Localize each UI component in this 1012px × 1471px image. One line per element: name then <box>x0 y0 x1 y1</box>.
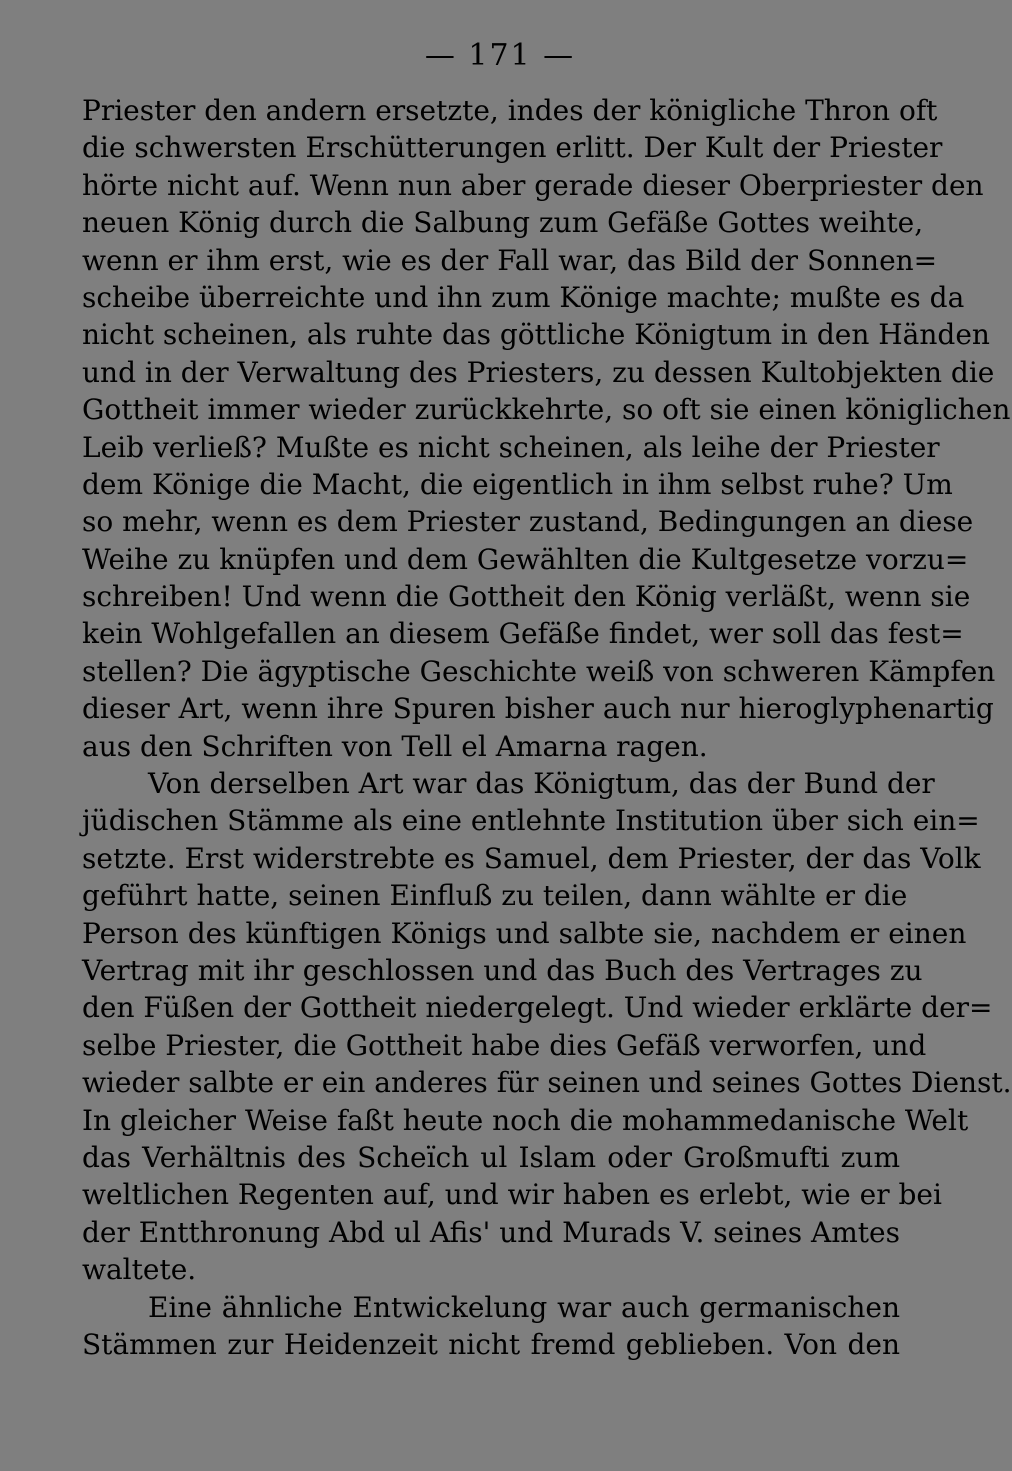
text-line: der Entthronung Abd ul Afis' und Murads V. seines Amtes <box>82 1215 900 1249</box>
text-line: setzte. Erst widerstrebte es Samuel, dem Priester, der das Volk <box>82 841 981 875</box>
text-line: selbe Priester, die Gottheit habe dies Gefäß verworfen, und <box>82 1028 927 1062</box>
text-line: Weihe zu knüpfen und dem Gewählten die Kultgesetze vorzu= <box>82 542 969 576</box>
paragraph-end-line: waltete. <box>82 1253 197 1287</box>
text-line: und in der Verwaltung des Priesters, zu dessen Kultobjekten die <box>82 355 995 389</box>
text-line: Priester den andern ersetzte, indes der königliche Thron oft <box>82 94 938 127</box>
text-line: die schwersten Erschütterungen erlitt. Der Kult der Priester <box>82 131 943 165</box>
text-line: stellen? Die ägyptische Geschichte weiß von schweren Kämpfen <box>82 654 996 688</box>
text-line: weltlichen Regenten auf, und wir haben es erlebt, wie er bei <box>82 1178 942 1212</box>
paragraph-start-line: Von derselben Art war das Königtum, das der Bund der <box>148 767 935 801</box>
text-line: nicht scheinen, als ruhte das göttliche Königtum in den Händen <box>82 318 990 352</box>
text-line: scheibe überreichte und ihn zum Könige machte; mußte es da <box>82 280 965 314</box>
text-line: Gottheit immer wieder zurückkehrte, so oft sie einen königlichen <box>82 393 1011 427</box>
text-line: dieser Art, wenn ihre Spuren bisher auch nur hieroglyphenartig <box>82 692 994 726</box>
page-number: — 171 — <box>424 38 576 73</box>
text-line: jüdischen Stämme als eine entlehnte Institution über sich ein= <box>82 804 980 838</box>
text-line: wenn er ihm erst, wie es der Fall war, das Bild der Sonnen= <box>82 243 938 277</box>
text-line: dem Könige die Macht, die eigentlich in ihm selbst ruhe? Um <box>82 467 953 501</box>
body-text <box>82 92 1012 1363</box>
text-line: Leib verließ? Mußte es nicht scheinen, als leihe der Priester <box>82 430 940 464</box>
text-line: schreiben! Und wenn die Gottheit den König verläßt, wenn sie <box>82 580 971 614</box>
paragraph-end-line: aus den Schriften von Tell el Amarna ragen. <box>82 729 708 763</box>
paragraph-start-line: Eine ähnliche Entwickelung war auch germanischen <box>148 1290 900 1324</box>
text-line: das Verhältnis des Scheïch ul Islam oder Großmufti zum <box>82 1140 900 1174</box>
text-line: Vertrag mit ihr geschlossen und das Buch des Vertrages zu <box>82 953 923 987</box>
text-line: Stämmen zur Heidenzeit nicht fremd geblieben. Von den <box>82 1327 900 1361</box>
text-line: kein Wohlgefallen an diesem Gefäße findet, wer soll das fest= <box>82 617 964 651</box>
text-line: In gleicher Weise faßt heute noch die mohammedanische Welt <box>82 1103 969 1137</box>
text-line: den Füßen der Gottheit niedergelegt. Und wieder erklärte der= <box>82 991 993 1025</box>
text-line: so mehr, wenn es dem Priester zustand, Bedingungen an diese <box>82 505 974 539</box>
text-line: wieder salbte er ein anderes für seinen und seines Gottes Dienst. <box>82 1066 1012 1100</box>
text-line: geführt hatte, seinen Einfluß zu teilen, dann wählte er die <box>82 879 908 913</box>
text-line: hörte nicht auf. Wenn nun aber gerade dieser Oberpriester den <box>82 168 984 202</box>
text-line: neuen König durch die Salbung zum Gefäße Gottes weihte, <box>82 206 924 240</box>
text-line: Person des künftigen Königs und salbte sie, nachdem er einen <box>82 916 967 950</box>
